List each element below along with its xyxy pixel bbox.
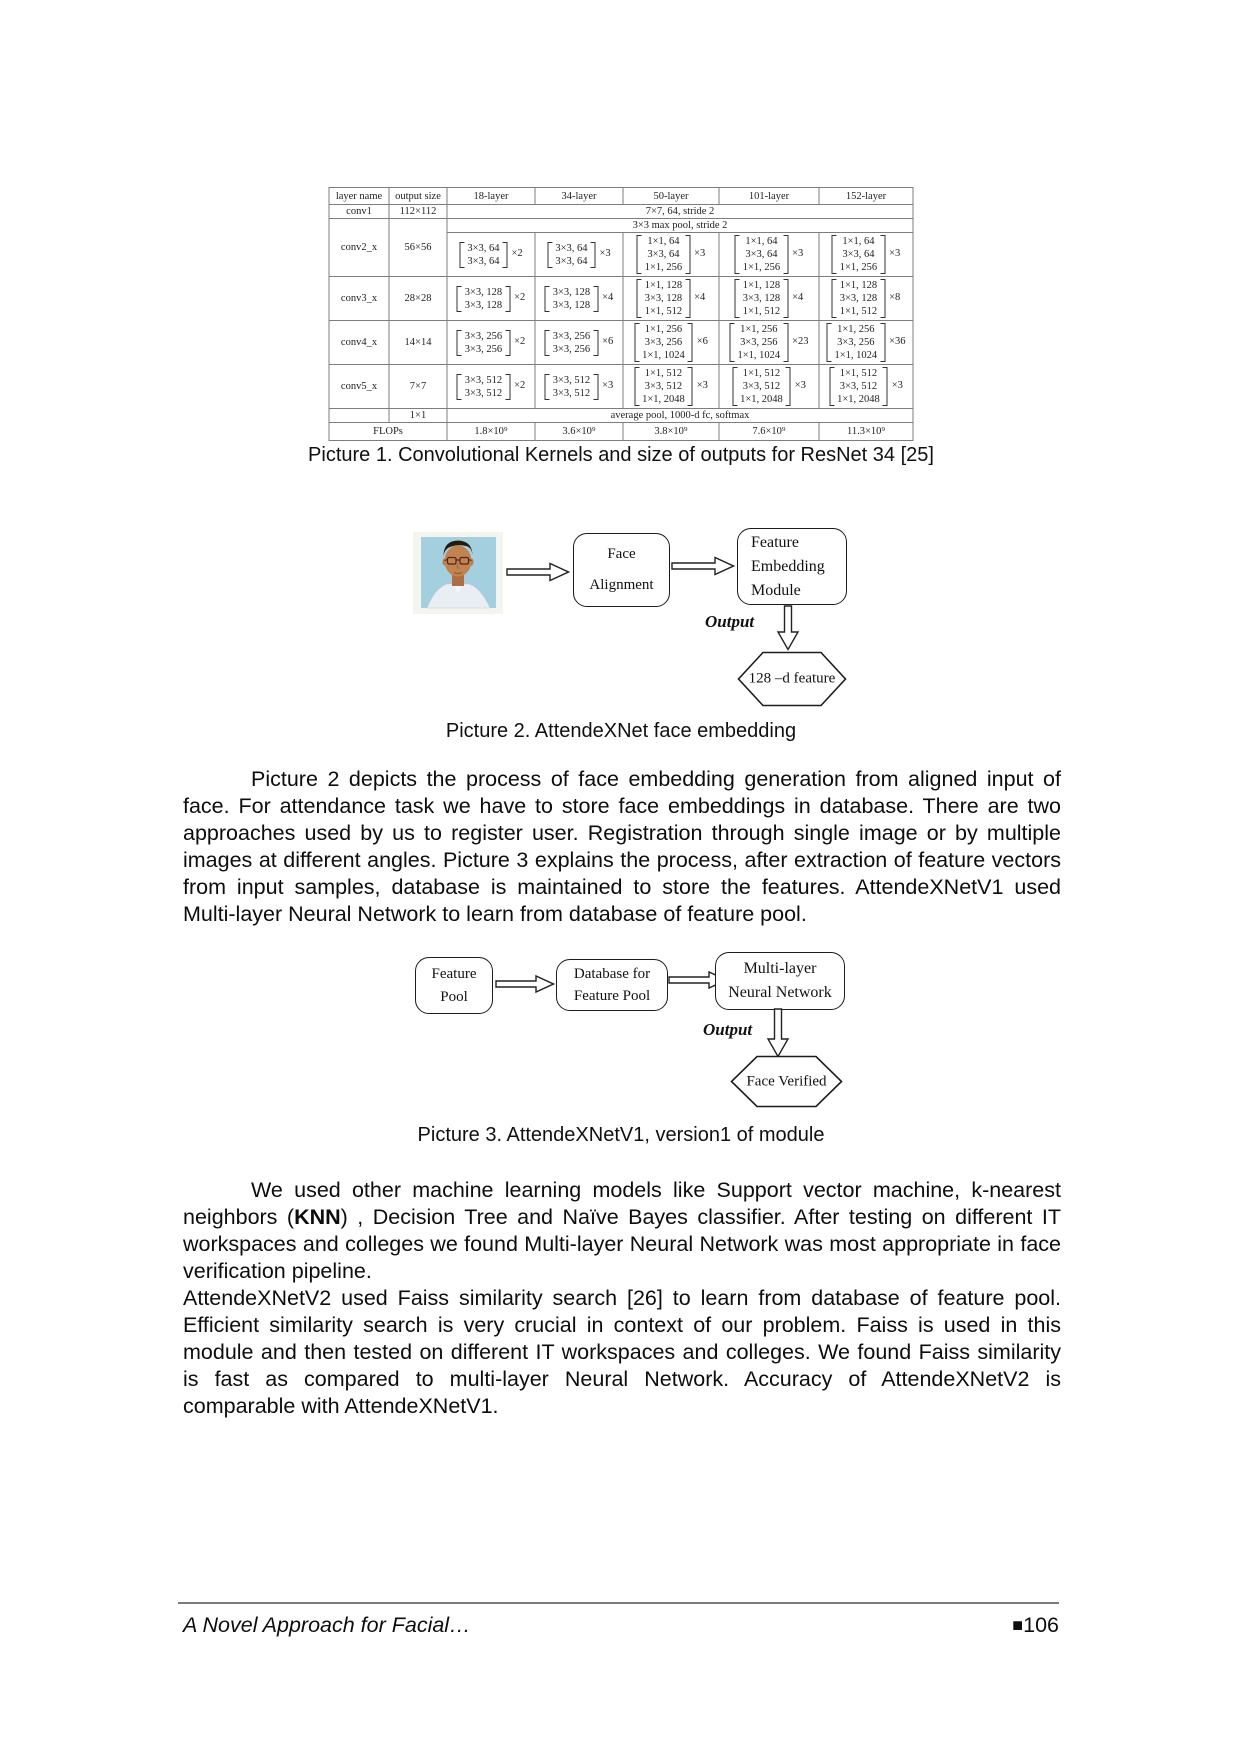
matrix-line: 1×1, 1024 bbox=[642, 350, 685, 361]
matrix-line: 1×1, 64 bbox=[745, 236, 778, 247]
conv-block-cell bbox=[819, 233, 913, 277]
square-bullet-icon: ■ bbox=[1012, 1615, 1024, 1635]
matrix-multiplier: ×3 bbox=[891, 380, 903, 392]
face-photo bbox=[413, 532, 503, 614]
matrix-multiplier: ×3 bbox=[792, 248, 804, 260]
table-header-row bbox=[329, 188, 913, 205]
table-cell: 7×7 bbox=[389, 365, 447, 409]
matrix-line: 3×3, 128 bbox=[839, 293, 878, 304]
bracket-matrix bbox=[732, 366, 791, 407]
database-box: Database for Feature Pool bbox=[556, 959, 668, 1011]
bracket-matrix bbox=[634, 322, 693, 363]
arrow-down-icon bbox=[765, 1008, 791, 1058]
bracket-matrix bbox=[729, 322, 788, 363]
matrix-multiplier: ×3 bbox=[694, 248, 706, 260]
conv-block-cell bbox=[819, 277, 913, 321]
table-cell: conv4_x bbox=[329, 321, 389, 365]
flops-value: 3.6×10⁹ bbox=[535, 423, 623, 441]
resnet-table-wrap bbox=[329, 187, 914, 441]
table-cell: 7×7, 64, stride 2 bbox=[447, 205, 913, 219]
output-label: Output bbox=[703, 1020, 753, 1039]
matrix-multiplier: ×36 bbox=[889, 336, 906, 348]
conv-block-cell bbox=[623, 321, 719, 365]
bracket-matrix bbox=[545, 329, 598, 357]
matrix-line: 3×3, 256 bbox=[837, 337, 875, 348]
conv-block-cell bbox=[719, 365, 819, 409]
matrix-line: 3×3, 128 bbox=[644, 293, 683, 304]
resnet-table-body bbox=[329, 188, 913, 441]
table-row bbox=[329, 205, 913, 219]
matrix-line: 3×3, 256 bbox=[644, 337, 683, 348]
bracket-matrix bbox=[545, 285, 598, 313]
matrix-line: 3×3, 512 bbox=[464, 387, 503, 399]
footer-title: A Novel Approach for Facial… bbox=[183, 1613, 471, 1637]
matrix-multiplier: ×8 bbox=[889, 292, 901, 304]
knn-bold: KNN bbox=[294, 1205, 341, 1229]
table-row bbox=[329, 321, 913, 365]
matrix-line: 3×3, 512 bbox=[464, 374, 503, 386]
column-header: 34-layer bbox=[535, 188, 623, 205]
column-header: 50-layer bbox=[623, 188, 719, 205]
matrix-line: 1×1, 64 bbox=[647, 236, 680, 247]
bracket-matrix bbox=[826, 322, 885, 363]
table-cell: 3×3 max pool, stride 2 bbox=[447, 219, 913, 233]
matrix-line: 3×3, 128 bbox=[742, 293, 781, 304]
table-cell bbox=[723, 278, 816, 319]
table-cell bbox=[329, 409, 389, 423]
arrow-right-icon bbox=[671, 555, 735, 577]
flops-value: 3.8×10⁹ bbox=[623, 423, 719, 441]
bracket-matrix bbox=[637, 278, 690, 319]
matrix-multiplier: ×3 bbox=[696, 380, 708, 392]
bracket-matrix bbox=[459, 241, 507, 269]
conv-block-cell bbox=[623, 365, 719, 409]
matrix-line: 1×1, 2048 bbox=[837, 394, 880, 405]
matrix-line: 3×3, 512 bbox=[742, 381, 781, 392]
body-paragraph-3: AttendeXNetV2 used Faiss similarity search [26] to learn from database of feature pool. Efficient similarity search is very crucial in context of our problem. Faiss is used in this module and then tested on different IT workspaces and colleges. We found Faiss similarity is fast as compared to multi-layer Neural Network. Accuracy of AttendeXNetV2 is comparable with AttendeXNetV1. bbox=[183, 1286, 1061, 1418]
body-text-2 bbox=[183, 1177, 1061, 1420]
conv-block-cell bbox=[719, 321, 819, 365]
verified-hexagon: Face Verified bbox=[730, 1055, 843, 1108]
matrix-line: 3×3, 64 bbox=[555, 242, 588, 254]
table-cell bbox=[823, 322, 910, 363]
matrix-line: 3×3, 128 bbox=[552, 286, 591, 298]
matrix-line: 3×3, 128 bbox=[552, 299, 591, 311]
matrix-line: 3×3, 128 bbox=[464, 299, 503, 311]
matrix-line: 3×3, 64 bbox=[842, 249, 875, 260]
matrix-multiplier: ×3 bbox=[889, 248, 901, 260]
matrix-multiplier: ×4 bbox=[602, 292, 614, 304]
bracket-matrix bbox=[735, 234, 788, 275]
table-cell: conv5_x bbox=[329, 365, 389, 409]
matrix-multiplier: ×2 bbox=[514, 292, 526, 304]
flops-value: 7.6×10⁹ bbox=[719, 423, 819, 441]
diagram-caption-2: Picture 2. AttendeXNet face embedding bbox=[445, 720, 797, 742]
matrix-line: 3×3, 256 bbox=[552, 330, 591, 342]
matrix-line: 1×1, 512 bbox=[742, 368, 781, 379]
bracket-matrix bbox=[457, 285, 510, 313]
matrix-line: 1×1, 256 bbox=[837, 324, 875, 335]
table-cell bbox=[723, 366, 816, 407]
matrix-line: 1×1, 1024 bbox=[737, 350, 781, 361]
table-cell bbox=[451, 241, 532, 269]
conv-block-cell bbox=[535, 365, 623, 409]
arrow-down-icon bbox=[775, 605, 801, 651]
table-cell: conv3_x bbox=[329, 277, 389, 321]
table-cell: average pool, 1000-d fc, softmax bbox=[447, 409, 913, 423]
body-paragraph-2: We used other machine learning models like Support vector machine, k-nearest neighbors (KNN) , Decision Tree and Naïve Bayes classifier. After testing on different IT workspaces and colleges we found Multi-layer Neural Network was most appropriate in face verification pipeline. bbox=[183, 1178, 1061, 1283]
matrix-line: 3×3, 512 bbox=[552, 374, 591, 386]
table-row bbox=[329, 277, 913, 321]
matrix-multiplier: ×4 bbox=[694, 292, 706, 304]
table-cell bbox=[451, 329, 532, 357]
bracket-matrix bbox=[457, 373, 510, 401]
resnet-table bbox=[329, 187, 914, 441]
column-header: 101-layer bbox=[719, 188, 819, 205]
table-cell: FLOPs bbox=[329, 423, 447, 441]
table-cell bbox=[539, 285, 620, 313]
table-cell bbox=[823, 234, 910, 275]
table-cell: conv1 bbox=[329, 205, 389, 219]
conv-block-cell bbox=[535, 277, 623, 321]
matrix-line: 1×1, 512 bbox=[839, 368, 878, 379]
table-cell: 1×1 bbox=[389, 409, 447, 423]
matrix-line: 3×3, 256 bbox=[740, 337, 778, 348]
output-label: Output bbox=[705, 612, 755, 631]
matrix-multiplier: ×23 bbox=[792, 336, 809, 348]
table-cell bbox=[823, 366, 910, 407]
matrix-line: 1×1, 256 bbox=[644, 262, 683, 273]
matrix-line: 1×1, 1024 bbox=[834, 350, 878, 361]
matrix-line: 3×3, 64 bbox=[555, 255, 588, 267]
table-cell bbox=[539, 373, 620, 401]
matrix-multiplier: ×4 bbox=[792, 292, 804, 304]
page-number: ■106 bbox=[1012, 1613, 1059, 1637]
table-row bbox=[329, 219, 913, 233]
table-cell: 56×56 bbox=[389, 219, 447, 277]
matrix-line: 1×1, 256 bbox=[742, 262, 781, 273]
matrix-line: 1×1, 512 bbox=[644, 306, 683, 317]
matrix-line: 1×1, 256 bbox=[644, 324, 683, 335]
table-cell bbox=[723, 234, 816, 275]
table-cell: 112×112 bbox=[389, 205, 447, 219]
face-embedding-diagram bbox=[413, 528, 849, 708]
table-cell bbox=[451, 285, 532, 313]
table-row bbox=[329, 409, 913, 423]
matrix-line: 1×1, 256 bbox=[839, 262, 878, 273]
bracket-matrix bbox=[832, 234, 885, 275]
matrix-multiplier: ×2 bbox=[514, 336, 526, 348]
bracket-matrix bbox=[545, 373, 598, 401]
table-row bbox=[329, 423, 913, 441]
table-cell bbox=[539, 329, 620, 357]
footer-rule bbox=[178, 1602, 1059, 1604]
matrix-line: 3×3, 512 bbox=[644, 381, 683, 392]
conv-block-cell bbox=[819, 365, 913, 409]
body-text-1 bbox=[183, 766, 1061, 928]
conv-block-cell bbox=[447, 321, 535, 365]
matrix-multiplier: ×2 bbox=[514, 380, 526, 392]
feature-pool-box: Feature Pool bbox=[415, 957, 493, 1014]
column-header: 18-layer bbox=[447, 188, 535, 205]
body-paragraph-1: Picture 2 depicts the process of face embedding generation from aligned input of face. For attendance task we have to store face embeddings in database. There are two approaches used by us to register user. Registration through single image or by multiple images at different angles. Picture 3 explains the process, after extraction of feature vectors from input samples, database is maintained to store the features. AttendeXNetV1 used Multi-layer Neural Network to learn from database of feature pool. bbox=[183, 767, 1061, 926]
flops-value: 1.8×10⁹ bbox=[447, 423, 535, 441]
matrix-multiplier: ×3 bbox=[599, 248, 611, 260]
bracket-matrix bbox=[735, 278, 788, 319]
matrix-line: 1×1, 512 bbox=[742, 306, 781, 317]
bracket-matrix bbox=[832, 278, 885, 319]
conv-block-cell bbox=[623, 277, 719, 321]
matrix-line: 3×3, 512 bbox=[552, 387, 591, 399]
matrix-line: 1×1, 64 bbox=[842, 236, 875, 247]
matrix-line: 1×1, 512 bbox=[644, 368, 683, 379]
table-cell bbox=[627, 234, 716, 275]
table-cell: 28×28 bbox=[389, 277, 447, 321]
bracket-matrix bbox=[637, 234, 690, 275]
matrix-line: 3×3, 64 bbox=[467, 255, 500, 267]
attendexnetv1-diagram bbox=[415, 952, 845, 1110]
matrix-line: 3×3, 256 bbox=[464, 330, 503, 342]
matrix-line: 1×1, 2048 bbox=[642, 394, 685, 405]
face-alignment-box: Face Alignment bbox=[573, 533, 670, 607]
matrix-multiplier: ×6 bbox=[602, 336, 614, 348]
embedding-hexagon: 128 –d feature bbox=[737, 651, 847, 707]
matrix-line: 3×3, 128 bbox=[464, 286, 503, 298]
table-cell bbox=[539, 241, 620, 269]
flops-value: 11.3×10⁹ bbox=[819, 423, 913, 441]
matrix-line: 3×3, 256 bbox=[464, 343, 503, 355]
conv-block-cell bbox=[535, 233, 623, 277]
bracket-matrix bbox=[829, 366, 888, 407]
neural-network-box: Multi-layer Neural Network bbox=[715, 952, 845, 1010]
table-cell bbox=[823, 278, 910, 319]
column-header: layer name bbox=[329, 188, 389, 205]
diagram-caption-3: Picture 3. AttendeXNetV1, version1 of module bbox=[417, 1124, 825, 1146]
matrix-line: 3×3, 512 bbox=[839, 381, 878, 392]
matrix-line: 1×1, 128 bbox=[644, 280, 683, 291]
arrow-right-icon bbox=[506, 561, 570, 583]
conv-block-cell bbox=[447, 277, 535, 321]
conv-block-cell bbox=[447, 365, 535, 409]
conv-block-cell bbox=[719, 233, 819, 277]
bracket-matrix bbox=[547, 241, 595, 269]
table-caption-1: Picture 1. Convolutional Kernels and size of outputs for ResNet 34 [25] bbox=[308, 444, 934, 466]
matrix-line: 1×1, 256 bbox=[740, 324, 778, 335]
table-cell bbox=[627, 278, 716, 319]
matrix-line: 3×3, 64 bbox=[467, 242, 500, 254]
matrix-line: 3×3, 256 bbox=[552, 343, 591, 355]
bracket-matrix bbox=[457, 329, 510, 357]
table-cell: conv2_x bbox=[329, 219, 389, 277]
table-cell bbox=[627, 366, 716, 407]
column-header: output size bbox=[389, 188, 447, 205]
matrix-line: 1×1, 128 bbox=[839, 280, 878, 291]
matrix-line: 3×3, 64 bbox=[745, 249, 778, 260]
matrix-line: 1×1, 512 bbox=[839, 306, 878, 317]
matrix-multiplier: ×3 bbox=[602, 380, 614, 392]
table-cell: 14×14 bbox=[389, 321, 447, 365]
feature-embedding-box: Feature Embedding Module bbox=[737, 528, 847, 605]
conv-block-cell bbox=[819, 321, 913, 365]
conv-block-cell bbox=[623, 233, 719, 277]
table-row bbox=[329, 365, 913, 409]
table-cell bbox=[627, 322, 716, 363]
matrix-line: 1×1, 2048 bbox=[740, 394, 783, 405]
conv-block-cell bbox=[447, 233, 535, 277]
matrix-line: 1×1, 128 bbox=[742, 280, 781, 291]
column-header: 152-layer bbox=[819, 188, 913, 205]
table-cell bbox=[723, 322, 816, 363]
arrow-right-icon bbox=[495, 974, 555, 994]
matrix-multiplier: ×2 bbox=[511, 248, 523, 260]
matrix-multiplier: ×3 bbox=[794, 380, 806, 392]
conv-block-cell bbox=[535, 321, 623, 365]
table-cell bbox=[451, 373, 532, 401]
matrix-line: 3×3, 64 bbox=[647, 249, 680, 260]
bracket-matrix bbox=[634, 366, 693, 407]
conv-block-cell bbox=[719, 277, 819, 321]
matrix-multiplier: ×6 bbox=[696, 336, 708, 348]
